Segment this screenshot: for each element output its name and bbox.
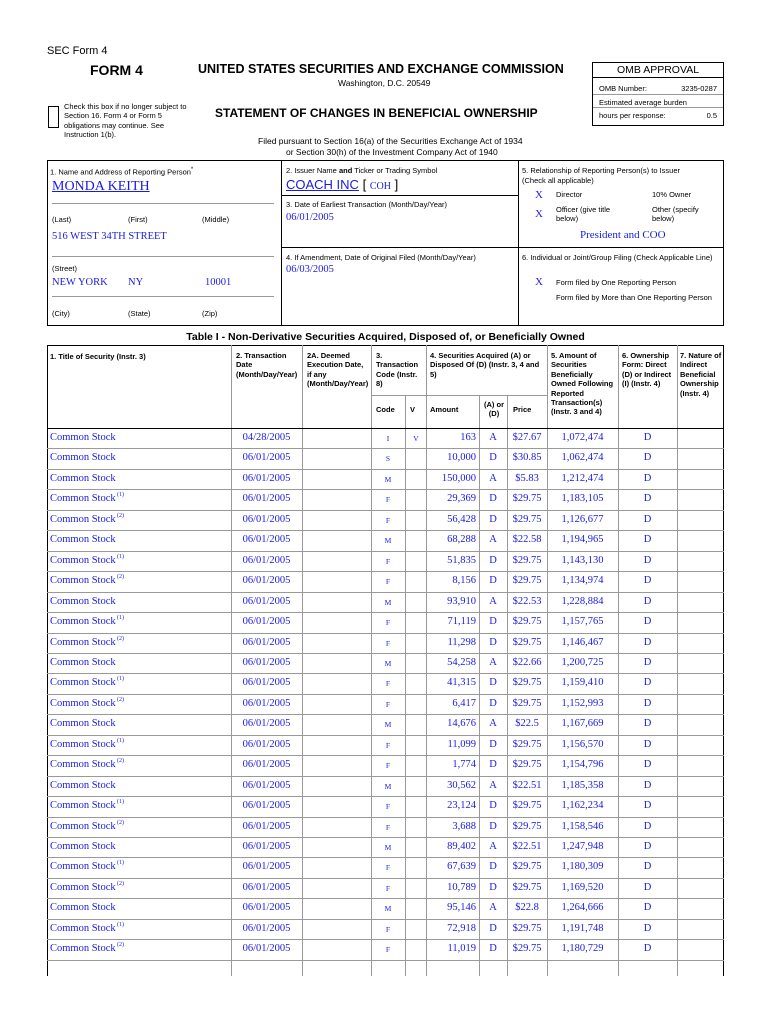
transaction-date: 06/01/2005 — [242, 554, 291, 566]
footnote-ref: (1) — [117, 860, 124, 867]
amount-owned: 1,185,358 — [561, 779, 604, 791]
omb-number-value: 3235-0287 — [681, 84, 717, 93]
v-flag: V — [413, 434, 419, 443]
street-label: (Street) — [52, 264, 78, 273]
price: $29.75 — [512, 513, 542, 525]
acquired-or-disposed: D — [489, 922, 497, 934]
ownership-form: D — [643, 513, 652, 525]
price: $22.58 — [512, 534, 542, 546]
table-title: Table I - Non-Derivative Securities Acquired, Disposed of, or Beneficially Owned — [186, 331, 585, 343]
subcol-code: Code — [376, 405, 395, 414]
agency-city: Washington, D.C. 20549 — [338, 78, 431, 88]
col-amount-owned-header: 5. Amount of Securities Beneficially Owned Following Reported Transaction(s) (Instr. 3 and 4) — [551, 351, 614, 417]
transaction-code: F — [385, 822, 391, 832]
amount-owned: 1,134,974 — [561, 575, 604, 587]
security-title: Common Stock — [50, 513, 116, 525]
amount: 29,369 — [447, 493, 476, 505]
transaction-date: 06/01/2005 — [242, 656, 291, 668]
amount: 93,910 — [447, 595, 476, 607]
ownership-form: D — [643, 636, 652, 648]
transaction-code: M — [384, 904, 392, 914]
omb-hours-value: 0.5 — [706, 111, 717, 120]
amount: 71,119 — [447, 616, 476, 628]
acquired-or-disposed: D — [489, 759, 497, 771]
footnote-ref: (2) — [117, 942, 124, 949]
amount-owned: 1,169,520 — [561, 881, 604, 893]
footnote-ref: (2) — [117, 696, 124, 703]
acquired-or-disposed: D — [489, 636, 497, 648]
subcol-amount: Amount — [430, 405, 459, 414]
acquired-or-disposed: D — [489, 697, 497, 709]
transaction-code: F — [385, 618, 391, 628]
acquired-or-disposed: A — [489, 902, 497, 914]
transaction-date: 06/01/2005 — [242, 943, 291, 955]
amount-owned: 1,264,666 — [561, 902, 604, 914]
footnote-ref: (1) — [117, 676, 124, 683]
amount-owned: 1,183,105 — [561, 493, 604, 505]
amount-owned: 1,180,729 — [561, 943, 604, 955]
security-title: Common Stock — [50, 820, 116, 832]
security-title: Common Stock — [50, 616, 116, 628]
omb-burden-label: Estimated average burden — [599, 98, 687, 107]
col-code-header: 3. Transaction Code (Instr. 8) — [376, 351, 419, 389]
price: $22.66 — [512, 656, 542, 668]
security-title: Common Stock — [50, 861, 116, 873]
issuer-name-ticker: COACH INC [ COH ] — [286, 177, 399, 192]
price: $29.75 — [512, 738, 542, 750]
amount-owned: 1,191,748 — [561, 922, 604, 934]
security-title: Common Stock — [50, 902, 116, 914]
ownership-form: D — [643, 697, 652, 709]
security-title: Common Stock — [50, 943, 116, 955]
transaction-code: S — [385, 454, 391, 464]
amount: 163 — [460, 432, 476, 443]
acquired-or-disposed: D — [489, 861, 497, 873]
footnote-ref: (1) — [117, 737, 124, 744]
other-label: Other (specify below) — [652, 205, 699, 224]
officer-label: Officer (give title below) — [556, 205, 611, 224]
acquired-or-disposed: D — [489, 452, 497, 464]
security-title: Common Stock — [50, 922, 116, 934]
security-title: Common Stock — [50, 738, 116, 750]
acquired-or-disposed: A — [489, 718, 497, 730]
ownership-form: D — [643, 738, 652, 750]
omb-approval-box — [592, 62, 724, 126]
transaction-code: F — [385, 638, 391, 648]
transaction-code: F — [385, 740, 391, 750]
ownership-form: D — [643, 432, 652, 443]
price: $22.53 — [512, 595, 542, 607]
amount: 10,789 — [447, 881, 476, 893]
amount-owned: 1,247,948 — [561, 841, 604, 852]
price: $29.75 — [512, 881, 542, 893]
transaction-code: F — [385, 761, 391, 771]
footnote-ref: (2) — [117, 635, 124, 642]
acquired-or-disposed: D — [489, 820, 497, 832]
security-title: Common Stock — [50, 432, 116, 443]
col-deemed-header: 2A. Deemed Execution Date, if any (Month/Day/Year) — [307, 351, 369, 389]
transaction-date: 06/01/2005 — [242, 922, 291, 934]
acquired-or-disposed: A — [489, 779, 497, 791]
transaction-code: M — [384, 536, 392, 546]
acquired-or-disposed: D — [489, 738, 497, 750]
amount-owned: 1,126,677 — [561, 513, 604, 525]
security-title: Common Stock — [50, 759, 116, 771]
acquired-or-disposed: D — [489, 881, 497, 893]
transaction-date: 06/01/2005 — [242, 861, 291, 873]
transaction-code: I — [386, 434, 390, 443]
price: $29.75 — [512, 554, 542, 566]
zip-value: 10001 — [205, 277, 232, 288]
filed-pursuant-line1: Filed pursuant to Section 16(a) of the Securities Exchange Act of 1934 — [258, 136, 523, 146]
acquired-or-disposed: D — [489, 677, 497, 689]
amount-owned: 1,157,765 — [561, 616, 604, 628]
transaction-date: 06/01/2005 — [242, 595, 291, 607]
transaction-code: M — [384, 843, 392, 852]
transaction-code: M — [384, 474, 392, 484]
security-title: Common Stock — [50, 595, 116, 607]
ownership-form: D — [643, 452, 652, 464]
transaction-code: F — [385, 699, 391, 709]
price: $29.75 — [512, 575, 542, 587]
transaction-code: M — [384, 781, 392, 791]
acquired-or-disposed: A — [489, 534, 497, 546]
acquired-or-disposed: D — [489, 616, 497, 628]
footnote-ref: (2) — [117, 880, 124, 887]
transaction-date: 06/01/2005 — [242, 636, 291, 648]
amount: 10,000 — [447, 452, 476, 464]
transaction-date: 06/01/2005 — [242, 800, 291, 812]
security-title: Common Stock — [50, 452, 116, 464]
ownership-form: D — [643, 595, 652, 607]
transaction-code: F — [385, 883, 391, 893]
transaction-date: 06/01/2005 — [242, 738, 291, 750]
transaction-date: 06/01/2005 — [242, 616, 291, 628]
amount-owned: 1,156,570 — [561, 738, 604, 750]
amount: 8,156 — [452, 575, 476, 587]
amount-owned: 1,162,234 — [561, 800, 604, 812]
amount: 23,124 — [447, 800, 476, 812]
ownership-form: D — [643, 718, 652, 730]
amount-owned: 1,228,884 — [561, 595, 604, 607]
security-title: Common Stock — [50, 697, 116, 709]
price: $29.75 — [512, 636, 542, 648]
acquired-or-disposed: A — [489, 432, 497, 443]
transaction-date: 06/01/2005 — [242, 759, 291, 771]
price: $27.67 — [512, 432, 542, 443]
price: $29.75 — [512, 677, 542, 689]
transaction-date: 06/01/2005 — [242, 472, 291, 484]
ownership-form: D — [643, 677, 652, 689]
amount: 11,099 — [447, 738, 476, 750]
filing-type-label: 6. Individual or Joint/Group Filing (Check Applicable Line) — [522, 253, 713, 262]
amount: 95,146 — [447, 902, 476, 914]
agency-title: UNITED STATES SECURITIES AND EXCHANGE COMMISSION — [198, 62, 564, 76]
transaction-date: 06/01/2005 — [242, 881, 291, 893]
more-persons-label: Form filed by More than One Reporting Person — [556, 293, 712, 302]
footnote-ref: (1) — [117, 921, 124, 928]
statement-title: STATEMENT OF CHANGES IN BENEFICIAL OWNERSHIP — [215, 106, 538, 120]
issuer-label: 2. Issuer Name and Ticker or Trading Symbol — [286, 166, 438, 175]
omb-number-label: OMB Number: — [599, 84, 647, 93]
amount: 6,417 — [452, 697, 476, 709]
officer-checkbox[interactable]: X — [535, 208, 543, 220]
relationship-sublabel: (Check all applicable) — [522, 176, 594, 185]
amount-owned: 1,143,130 — [561, 554, 604, 566]
amount-owned: 1,158,546 — [561, 820, 604, 832]
earliest-transaction-label: 3. Date of Earliest Transaction (Month/Day/Year) — [286, 200, 448, 209]
price: $29.75 — [512, 943, 542, 955]
amount: 30,562 — [447, 779, 476, 791]
transaction-code: M — [384, 597, 392, 607]
transaction-code: F — [385, 945, 391, 955]
price: $29.75 — [512, 493, 542, 505]
amount-owned: 1,072,474 — [561, 432, 604, 443]
transaction-date: 06/01/2005 — [242, 779, 291, 791]
acquired-or-disposed: A — [489, 841, 497, 852]
state-value: NY — [128, 277, 144, 288]
security-title: Common Stock — [50, 841, 116, 852]
transaction-date: 06/01/2005 — [242, 493, 291, 505]
footnote-ref: (1) — [117, 553, 124, 560]
footnote-ref: (2) — [117, 819, 124, 826]
security-title: Common Stock — [50, 881, 116, 893]
amount: 67,639 — [447, 861, 476, 873]
amount-owned: 1,152,993 — [561, 697, 604, 709]
ownership-form: D — [643, 861, 652, 873]
transaction-date: 04/28/2005 — [242, 432, 291, 443]
director-label: Director — [556, 190, 583, 199]
acquired-or-disposed: D — [489, 513, 497, 525]
amount: 41,315 — [447, 677, 476, 689]
subcol-price: Price — [513, 405, 532, 414]
transaction-date: 06/01/2005 — [242, 841, 291, 852]
sec-form-label: SEC Form 4 — [47, 45, 108, 57]
form-title: FORM 4 — [90, 62, 143, 78]
amount: 56,428 — [447, 513, 476, 525]
ownership-form: D — [643, 902, 652, 914]
col-title-header: 1. Title of Security (Instr. 3) — [50, 352, 146, 361]
earliest-transaction-date: 06/01/2005 — [286, 212, 334, 223]
state-label: (State) — [128, 309, 151, 318]
price: $29.75 — [512, 861, 542, 873]
middle-label: (Middle) — [202, 215, 230, 224]
security-title: Common Stock — [50, 718, 116, 730]
ownership-form: D — [643, 881, 652, 893]
zip-label: (Zip) — [202, 309, 218, 318]
checkbox-instruction: Check this box if no longer subject to Section 16. Form 4 or Form 5 obligations may continue. See Instruction 1(b). — [64, 102, 187, 140]
amount: 150,000 — [441, 472, 476, 484]
amount-owned: 1,154,796 — [561, 759, 604, 771]
acquired-or-disposed: D — [489, 575, 497, 587]
subcol-a-or-d: (A) or (D) — [484, 400, 504, 419]
price: $30.85 — [512, 452, 542, 464]
ownership-form: D — [643, 493, 652, 505]
subcol-v: V — [410, 405, 416, 414]
ownership-form: D — [643, 841, 652, 852]
security-title: Common Stock — [50, 472, 116, 484]
amount-owned: 1,194,965 — [561, 534, 604, 546]
transaction-date: 06/01/2005 — [242, 820, 291, 832]
col-ownership-form-header: 6. Ownership Form: Direct (D) or Indirect (I) (Instr. 4) — [622, 351, 672, 389]
amount: 3,688 — [452, 820, 476, 832]
acquired-or-disposed: D — [489, 554, 497, 566]
transaction-date: 06/01/2005 — [242, 452, 291, 464]
ownership-form: D — [643, 575, 652, 587]
officer-title: President and COO — [580, 229, 666, 241]
amount: 11,298 — [447, 636, 476, 648]
omb-hours-label: hours per response: — [599, 111, 666, 120]
transaction-date: 06/01/2005 — [242, 718, 291, 730]
amount: 54,258 — [447, 656, 476, 668]
transaction-code: F — [385, 924, 391, 934]
transaction-date: 06/01/2005 — [242, 677, 291, 689]
acquired-or-disposed: A — [489, 472, 497, 484]
footnote-ref: (2) — [117, 512, 124, 519]
price: $5.83 — [515, 472, 539, 484]
last-label: (Last) — [52, 215, 72, 224]
ownership-form: D — [643, 534, 652, 546]
acquired-or-disposed: A — [489, 656, 497, 668]
amount: 72,918 — [447, 922, 476, 934]
ticker-symbol[interactable]: COH — [369, 181, 391, 192]
amount-owned: 1,159,410 — [561, 677, 604, 689]
first-label: (First) — [128, 215, 148, 224]
footnote-ref: (1) — [117, 799, 124, 806]
security-title: Common Stock — [50, 677, 116, 689]
transaction-date: 06/01/2005 — [242, 902, 291, 914]
amount-owned: 1,212,474 — [561, 472, 604, 484]
ownership-form: D — [643, 820, 652, 832]
acquired-or-disposed: A — [489, 595, 497, 607]
amount-owned: 1,180,309 — [561, 861, 604, 873]
transaction-code: M — [384, 720, 392, 730]
ownership-form: D — [643, 554, 652, 566]
city-value: NEW YORK — [52, 277, 108, 288]
transaction-code: F — [385, 495, 391, 505]
footnote-ref: (2) — [117, 574, 124, 581]
ten-percent-owner-label: 10% Owner — [652, 190, 692, 199]
security-title: Common Stock — [50, 493, 116, 505]
transaction-date: 06/01/2005 — [242, 534, 291, 546]
amendment-date: 06/03/2005 — [286, 264, 334, 275]
price: $22.8 — [515, 902, 539, 914]
no-longer-subject-checkbox[interactable] — [48, 106, 59, 128]
amount-owned: 1,167,669 — [561, 718, 604, 730]
col-date-header: 2. Transaction Date (Month/Day/Year) — [236, 351, 298, 379]
price: $29.75 — [512, 820, 542, 832]
filed-pursuant-line2: or Section 30(h) of the Investment Company Act of 1940 — [286, 147, 498, 157]
price: $29.75 — [512, 697, 542, 709]
ownership-form: D — [643, 943, 652, 955]
reporting-person-label: 1. Name and Address of Reporting Person* — [50, 167, 194, 177]
reporting-person-name[interactable]: MONDA KEITH — [52, 179, 150, 194]
acquired-or-disposed: D — [489, 493, 497, 505]
street-value: 516 WEST 34TH STREET — [52, 231, 167, 242]
security-title: Common Stock — [50, 800, 116, 812]
transaction-code: F — [385, 679, 391, 689]
footnote-ref: (2) — [117, 758, 124, 765]
director-checkbox[interactable]: X — [535, 189, 543, 201]
amount-owned: 1,146,467 — [561, 636, 604, 648]
price: $22.5 — [515, 718, 539, 730]
footnote-ref: (1) — [117, 615, 124, 622]
amount: 51,835 — [447, 554, 476, 566]
transaction-code: F — [385, 515, 391, 525]
amount: 68,288 — [447, 534, 476, 546]
amount: 14,676 — [447, 718, 476, 730]
city-label: (City) — [52, 309, 70, 318]
amount: 89,402 — [447, 841, 476, 852]
transaction-date: 06/01/2005 — [242, 575, 291, 587]
price: $29.75 — [512, 759, 542, 771]
transaction-code: F — [385, 556, 391, 566]
price: $22.51 — [512, 841, 542, 852]
price: $22.51 — [512, 779, 542, 791]
amount-owned: 1,200,725 — [561, 656, 604, 668]
amount: 1,774 — [452, 759, 476, 771]
price: $29.75 — [512, 616, 542, 628]
ownership-form: D — [643, 779, 652, 791]
ownership-form: D — [643, 472, 652, 484]
security-title: Common Stock — [50, 636, 116, 648]
col-securities-header: 4. Securities Acquired (A) or Disposed Of (D) (Instr. 3, 4 and 5) — [430, 351, 540, 379]
security-title: Common Stock — [50, 534, 116, 546]
ownership-form: D — [643, 656, 652, 668]
relationship-label: 5. Relationship of Reporting Person(s) to Issuer — [522, 166, 680, 175]
security-title: Common Stock — [50, 656, 116, 668]
security-title: Common Stock — [50, 575, 116, 587]
security-title: Common Stock — [50, 554, 116, 566]
amount-owned: 1,062,474 — [561, 452, 604, 464]
transaction-code: F — [385, 863, 391, 873]
ownership-form: D — [643, 800, 652, 812]
one-person-checkbox[interactable]: X — [535, 276, 543, 288]
transaction-date: 06/01/2005 — [242, 513, 291, 525]
transaction-date: 06/01/2005 — [242, 697, 291, 709]
one-person-label: Form filed by One Reporting Person — [556, 278, 677, 287]
price: $29.75 — [512, 922, 542, 934]
amount: 11,019 — [447, 943, 476, 955]
ownership-form: D — [643, 759, 652, 771]
transaction-code: F — [385, 802, 391, 812]
amendment-label: 4. If Amendment, Date of Original Filed (Month/Day/Year) — [286, 253, 476, 262]
transaction-code: F — [385, 577, 391, 587]
footnote-ref: (1) — [117, 492, 124, 499]
ownership-form: D — [643, 922, 652, 934]
acquired-or-disposed: D — [489, 943, 497, 955]
price: $29.75 — [512, 800, 542, 812]
acquired-or-disposed: D — [489, 800, 497, 812]
issuer-name[interactable]: COACH INC — [286, 177, 359, 192]
ownership-form: D — [643, 616, 652, 628]
col-nature-header: 7. Nature of Indirect Beneficial Ownership (Instr. 4) — [680, 351, 722, 398]
transaction-code: M — [384, 658, 392, 668]
security-title: Common Stock — [50, 779, 116, 791]
omb-title: OMB APPROVAL — [593, 63, 723, 78]
